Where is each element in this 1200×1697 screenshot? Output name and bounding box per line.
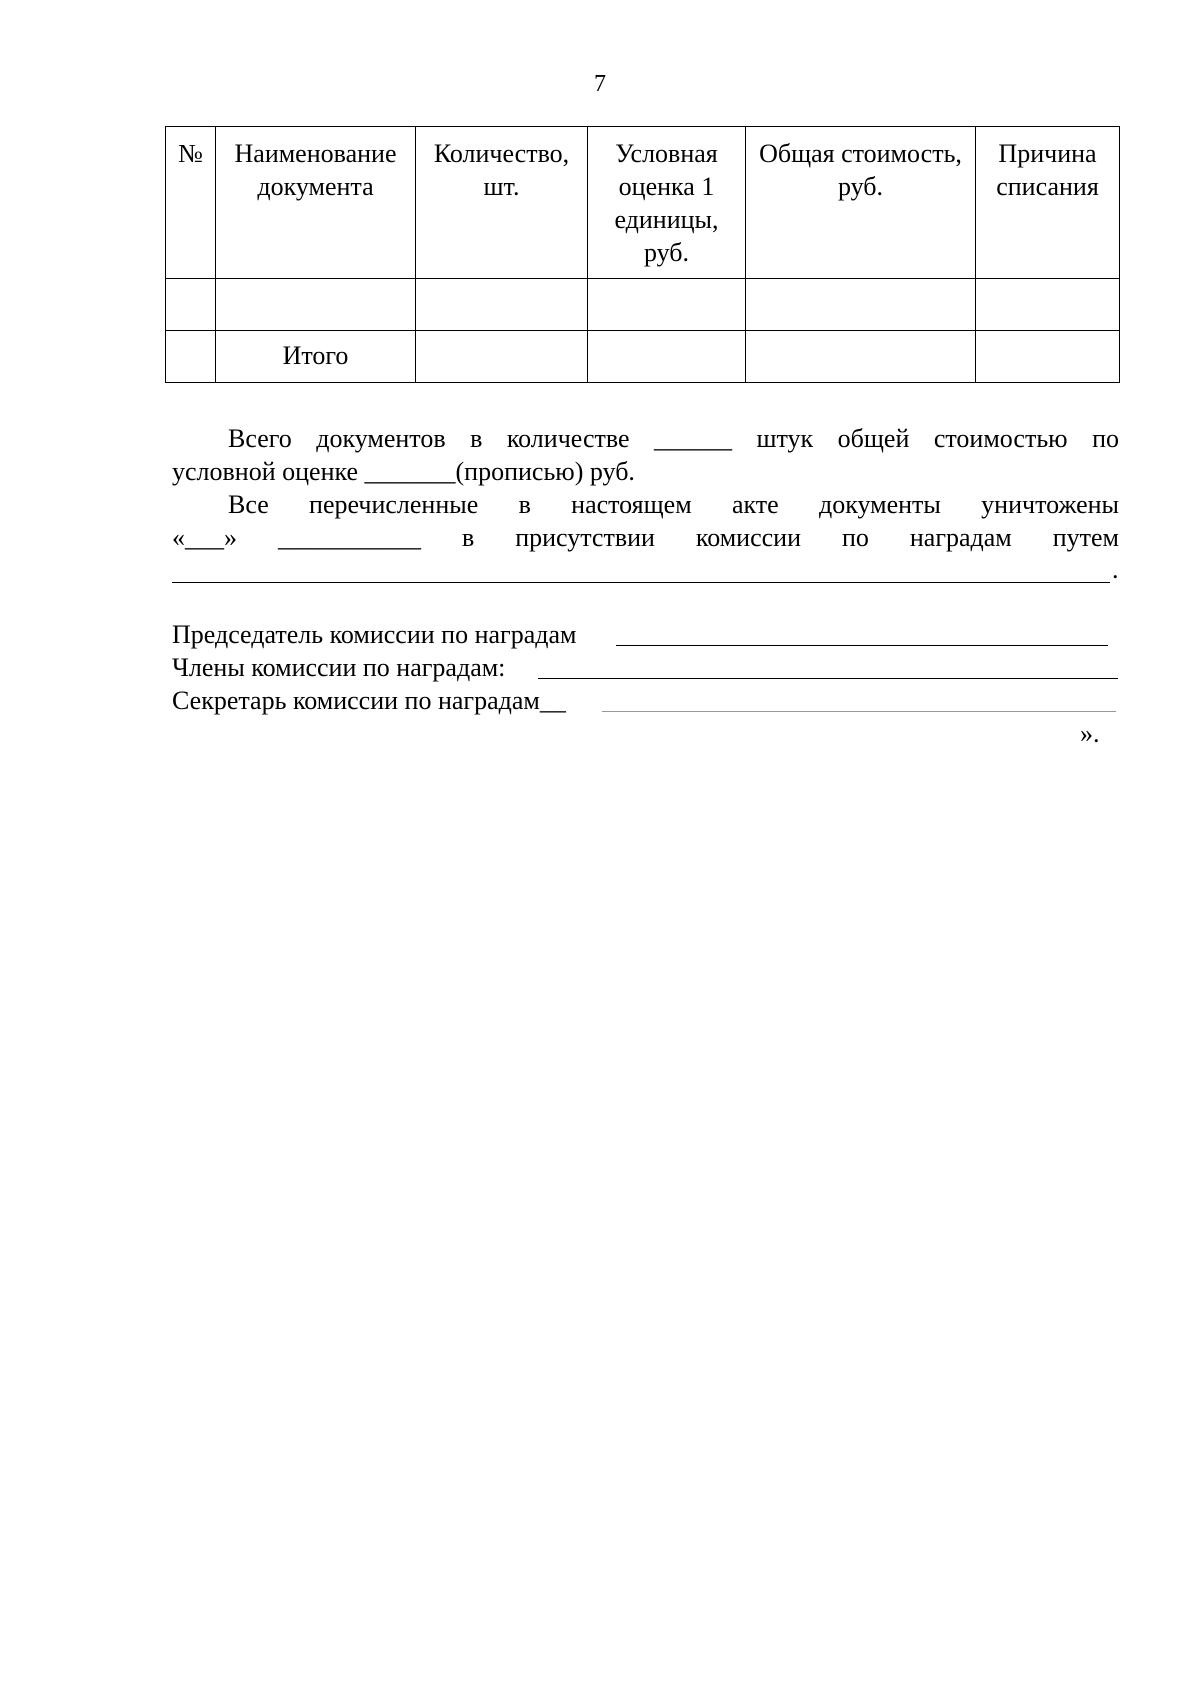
total-label: Итого	[216, 331, 416, 383]
blank-date: ___________	[277, 523, 421, 552]
act-table	[165, 126, 1120, 383]
blank-quantity: ______	[654, 424, 733, 453]
paragraph-total-line1: Всего документов в количестве ______ штук общей стоимостью по	[228, 424, 1119, 453]
chairman-signature-line	[616, 645, 1108, 646]
paragraph-destroyed-line1: Все перечисленные в настоящем акте документы уничтожены	[228, 490, 1119, 519]
table-total-row	[166, 331, 1120, 383]
table-cell	[746, 279, 976, 331]
header-write-off-reason: Причина списания	[976, 127, 1120, 279]
header-document-name: Наименование документа	[216, 127, 416, 279]
date-quote: «___»	[172, 523, 237, 552]
table-cell	[588, 331, 746, 383]
table-cell	[416, 279, 588, 331]
table-cell	[166, 331, 216, 383]
table-header-row	[166, 127, 1120, 279]
method-line-period: .	[1112, 555, 1119, 584]
table-row	[166, 279, 1120, 331]
members-signature-line	[538, 678, 1118, 679]
paragraph-destroyed-line2: «___» ___________ в присутствии комиссии по наградам путем	[172, 523, 1120, 552]
page-number: 7	[594, 71, 606, 97]
chairman-label: Председатель комиссии по наградам	[172, 620, 577, 649]
table-cell	[746, 331, 976, 383]
header-unit-estimate: Условная оценка 1 единицы, руб.	[588, 127, 746, 279]
secretary-label: Секретарь комиссии по наградам__	[172, 686, 566, 715]
table-cell	[976, 279, 1120, 331]
method-blank-line	[172, 582, 1110, 583]
header-quantity: Количество, шт.	[416, 127, 588, 279]
header-number: №	[166, 127, 216, 279]
secretary-signature-line	[602, 711, 1116, 712]
closing-quote: ».	[1080, 719, 1100, 748]
table-cell	[976, 331, 1120, 383]
table-cell	[216, 279, 416, 331]
table-cell	[588, 279, 746, 331]
header-total-cost: Общая стоимость, руб.	[746, 127, 976, 279]
members-label: Члены комиссии по наградам:	[172, 653, 506, 682]
table-cell	[416, 331, 588, 383]
table-cell	[166, 279, 216, 331]
paragraph-total-line2: условной оценке _______(прописью) руб.	[172, 457, 635, 486]
